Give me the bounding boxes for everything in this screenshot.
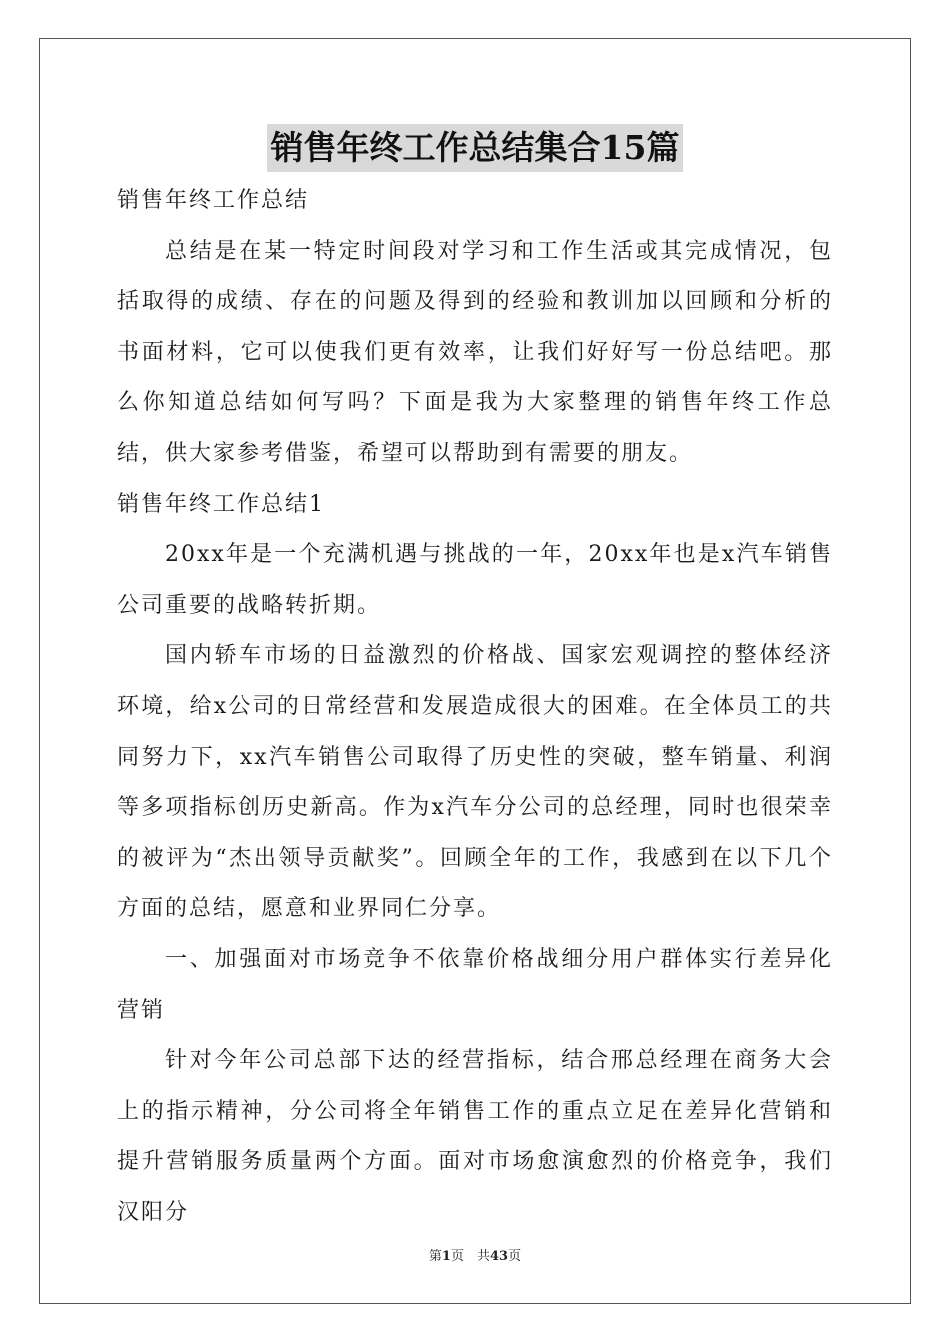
document-title: 销售年终工作总结集合15篇 <box>267 124 684 172</box>
title-container <box>0 124 950 172</box>
body-paragraph: 20xx年是一个充满机遇与挑战的一年，20xx年也是x汽车销售公司重要的战略转折期。 <box>117 542 833 618</box>
section-heading: 销售年终工作总结 <box>117 188 310 213</box>
body-paragraph: 国内轿车市场的日益激烈的价格战、国家宏观调控的整体经济环境，给x公司的日常经营和发展造成很大的困难。在全体员工的共同努力下，xx汽车销售公司取得了历史性的突破，整车销量、利润等多项指标创历史新高。作为x汽车分公司的总经理，同时也很荣幸的被评为“杰出领导贡献奖”。回顾全年的工作，我感到在以下几个方面的总结，愿意和业界同仁分享。 <box>117 643 833 922</box>
subsection-heading: 一、加强面对市场竞争不依靠价格战细分用户群体实行差异化营销 <box>117 946 833 1023</box>
body-paragraph: 总结是在某一特定时间段对学习和工作生活或其完成情况，包括取得的成绩、存在的问题及得到的经验和教训加以回顾和分析的书面材料，它可以使我们更有效率，让我们好好写一份总结吧。那么你知道总结如何写吗？下面是我为大家整理的销售年终工作总结，供大家参考借鉴，希望可以帮助到有需要的朋友。 <box>117 238 833 466</box>
document-body <box>117 176 833 1238</box>
body-paragraph: 针对今年公司总部下达的经营指标，结合邢总经理在商务大会上的指示精神，分公司将全年销售工作的重点立足在差异化营销和提升营销服务质量两个方面。面对市场愈演愈烈的价格竞争，我们汉阳分 <box>117 1048 833 1225</box>
page-footer <box>0 1249 950 1265</box>
section-heading: 销售年终工作总结1 <box>117 491 325 517</box>
page-prefix: 第 <box>428 1249 442 1264</box>
current-page-number: 1 <box>441 1249 451 1264</box>
total-page-number: 43 <box>489 1249 509 1264</box>
page-suffix: 页 <box>508 1249 522 1264</box>
page-mid: 页 共 <box>450 1249 490 1264</box>
